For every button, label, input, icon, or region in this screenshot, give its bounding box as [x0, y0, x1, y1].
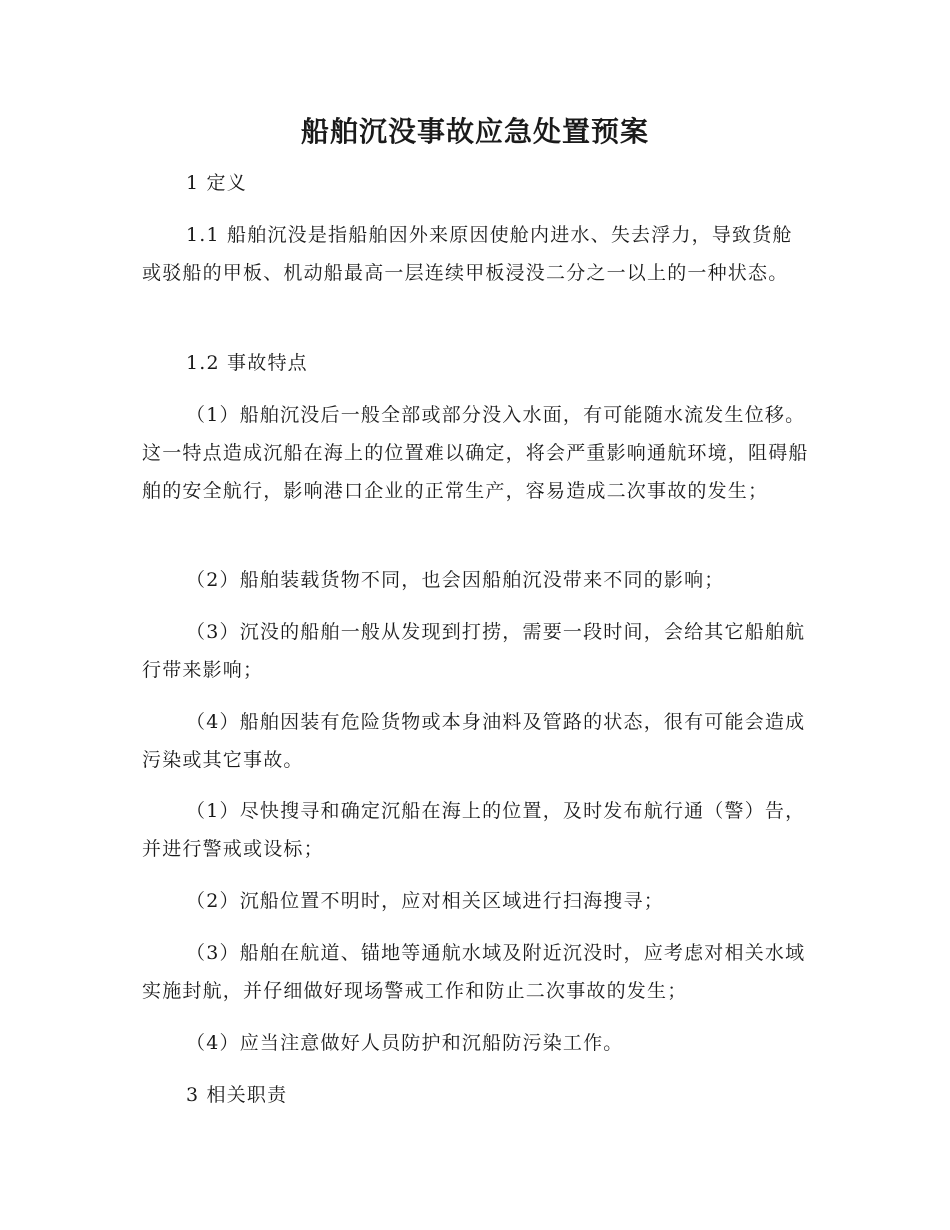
document-title: 船舶沉没事故应急处置预案	[300, 115, 649, 148]
paragraph-measure-3: （3）船舶在航道、锚地等通航水域及附近沉没时，应考虑对相关水域实施封航，并仔细做好现场警戒工作和防止二次事故的发生；	[142, 942, 806, 1002]
paragraph-definition-1-1: 1.1 船舶沉没是指船舶因外来原因使舱内进水、失去浮力，导致货舱或驳船的甲板、机动船最高一层连续甲板浸没二分之一以上的一种状态。	[142, 224, 793, 284]
paragraph-measure-1: （1）尽快搜寻和确定沉船在海上的位置，及时发布航行通（警）告，并进行警戒或设标；	[142, 800, 806, 860]
paragraph-characteristic-1: （1）船舶沉没后一般全部或部分没入水面，有可能随水流发生位移。这一特点造成沉船在海上的位置难以确定，将会严重影响通航环境，阻碍船舶的安全航行，影响港口企业的正常生产，容易造成二次事故的发生；	[142, 404, 809, 502]
section-heading-definition: 1 定义	[186, 172, 247, 194]
paragraph-measure-2: （2）沉船位置不明时，应对相关区域进行扫海搜寻；	[186, 890, 664, 912]
paragraph-characteristic-2: （2）船舶装载货物不同，也会因船舶沉没带来不同的影响；	[186, 569, 725, 591]
section-heading-responsibilities: 3 相关职责	[186, 1084, 288, 1106]
paragraph-characteristic-3: （3）沉没的船舶一般从发现到打捞，需要一段时间，会给其它船舶航行带来影响；	[142, 621, 806, 681]
paragraph-measure-4: （4）应当注意做好人员防护和沉船防污染工作。	[186, 1032, 624, 1054]
section-heading-characteristics: 1.2 事故特点	[186, 352, 308, 374]
paragraph-characteristic-4: （4）船舶因装有危险货物或本身油料及管路的状态，很有可能会造成污染或其它事故。	[142, 711, 806, 771]
